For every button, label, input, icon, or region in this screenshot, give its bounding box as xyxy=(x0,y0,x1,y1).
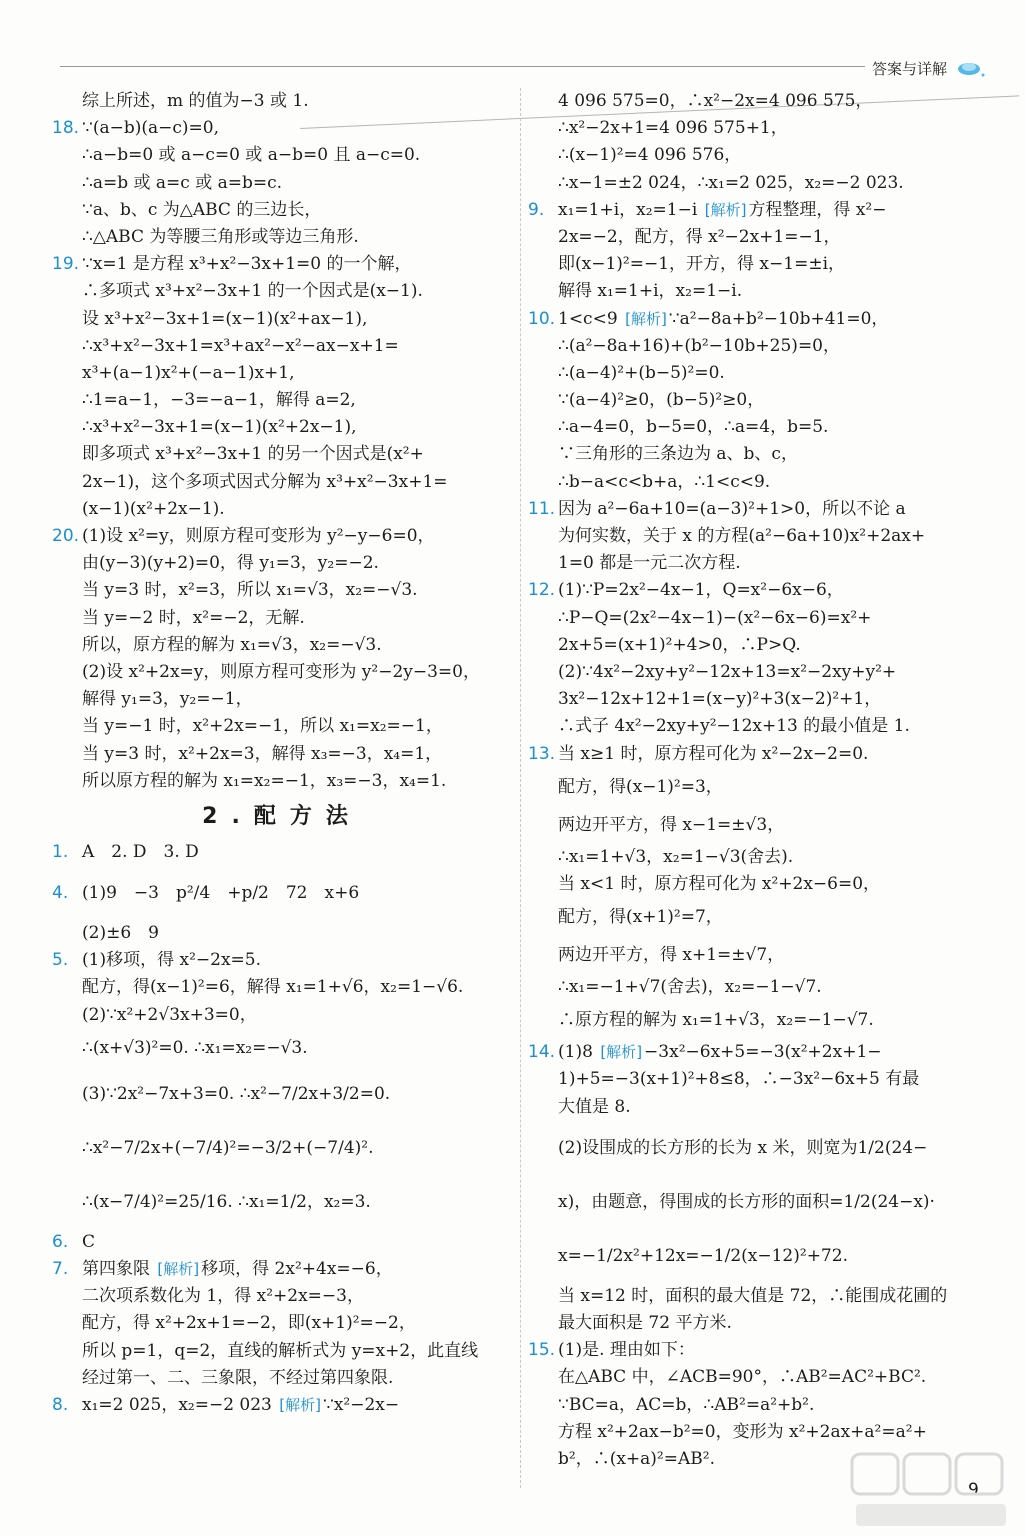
question-number: 14. xyxy=(528,1042,556,1063)
answer-line xyxy=(52,1310,512,1337)
answer-text: (1)9 −3 p²/4 +p/2 72 x+6 xyxy=(82,883,360,904)
answer-text: ∵(a−b)(a−c)=0, xyxy=(82,118,219,139)
answer-line xyxy=(528,333,998,360)
answer-text: ∴(x−1)²=4 096 576， xyxy=(558,145,742,166)
answer-text: 配方，得(x−1)²=3， xyxy=(558,776,723,797)
answer-line xyxy=(528,142,998,169)
answer-line xyxy=(528,1229,998,1283)
question-number: 11. xyxy=(528,498,556,519)
answer-text: 1=0 都是一元二次方程. xyxy=(558,553,741,574)
answer-line xyxy=(52,920,512,947)
answer-text: 两边开平方，得 x+1=±√7， xyxy=(558,945,785,966)
answer-text: ∵(a−4)²≥0，(b−5)²≥0， xyxy=(558,390,765,411)
question-number: 1. xyxy=(52,841,69,862)
answer-line xyxy=(528,1039,998,1066)
answer-line xyxy=(528,360,998,387)
answer-text: 设 x³+x²−3x+1=(x−1)(x²+ax−1), xyxy=(82,308,368,329)
answer-line xyxy=(528,713,998,740)
analysis-text: 方程整理，得 x²− xyxy=(748,199,887,220)
answer-text: 大值是 8. xyxy=(558,1096,631,1117)
answer-line xyxy=(52,866,512,920)
question-number: 20. xyxy=(52,526,80,546)
answer-line xyxy=(52,360,512,387)
answer-line xyxy=(52,1067,512,1121)
answer-line xyxy=(52,1365,512,1392)
answer-line xyxy=(52,1121,512,1175)
analysis-tag: [ 解析 ] xyxy=(703,201,749,219)
header-rule xyxy=(60,66,865,67)
answer-text: (2)±6 9 xyxy=(82,923,159,944)
answer-line xyxy=(52,469,512,496)
answer-text: ∵a、b、c 为△ABC 的三边长， xyxy=(82,199,322,220)
section-title: 2.配方法 xyxy=(202,803,362,829)
answer-line xyxy=(52,414,512,441)
answer-line xyxy=(528,1121,998,1175)
answer-text: ∴式子 4x²−2xy+y²−12x+13 的最小值是 1. xyxy=(558,716,910,737)
answer-line xyxy=(528,1419,998,1446)
answer-text: (1)设 x²=y，则原方程可变形为 y²−y−6=0， xyxy=(82,526,435,546)
answer-text: ∴(x−7/4)²=25/16. ∴x₁=1/2，x₂=3. xyxy=(82,1191,371,1212)
answer-line xyxy=(52,1392,512,1419)
answer-text: ∴原方程的解为 x₁=1+√3，x₂=−1−√7. xyxy=(558,1010,874,1031)
answer-text: ∴(a−4)²+(b−5)²=0. xyxy=(558,362,725,383)
question-number: 18. xyxy=(52,118,80,139)
answer-text: (1)移项，得 x²−2x=5. xyxy=(82,950,261,971)
answer-line xyxy=(52,741,512,768)
answer-line xyxy=(528,974,998,1001)
left-answers-part1 xyxy=(52,88,512,795)
answer-line xyxy=(52,686,512,713)
answer-line xyxy=(528,414,998,441)
answer-line xyxy=(528,550,998,577)
answer-text: 配方，得 x²+2x+1=−2，即(x+1)²=−2， xyxy=(82,1313,416,1334)
answer-line xyxy=(528,659,998,686)
answer-text: 即(x−1)²=−1，开方，得 x−1=±i， xyxy=(558,254,846,275)
answer-line xyxy=(528,170,998,197)
right-answers xyxy=(528,88,998,1473)
answer-text: ∴△ABC 为等腰三角形或等边三角形. xyxy=(82,226,359,247)
answer-line xyxy=(528,1066,998,1093)
answer-text: ∴x₁=1+√3，x₂=1−√3(舍去). xyxy=(558,846,794,867)
answer-text: 所以原方程的解为 x₁=x₂=−1，x₃=−3，x₄=1. xyxy=(82,770,447,791)
answer-line xyxy=(52,713,512,740)
answer-text: 方程 x²+2ax−b²=0，变形为 x²+2ax+a²=a²+ xyxy=(558,1421,927,1442)
question-number: 6. xyxy=(52,1231,69,1252)
answer-text: ∴(x+√3)²=0. ∴x₁=x₂=−√3. xyxy=(82,1037,308,1058)
question-number: 8. xyxy=(52,1394,69,1415)
answer-text: (2)∵x²+2√3x+3=0， xyxy=(82,1004,257,1025)
answer-line xyxy=(528,605,998,632)
answer-text: 当 y=−2 时，x²=−2，无解. xyxy=(82,607,305,628)
answer-text: ∴x³+x²−3x+1=x³+ax²−x²−ax−x+1= xyxy=(82,335,399,356)
question-number: 10. xyxy=(528,308,556,329)
answer-line xyxy=(528,387,998,414)
answer-text: ∴a−4=0，b−5=0，∴a=4，b=5. xyxy=(558,417,829,438)
answer-line xyxy=(528,768,998,806)
answer-line xyxy=(52,441,512,468)
header-title: 答案与详解 xyxy=(872,60,948,78)
answer-line xyxy=(528,306,998,333)
answer-line xyxy=(52,1338,512,1365)
answer-text: 最大面积是 72 平方米. xyxy=(558,1313,732,1333)
answer-line xyxy=(52,632,512,659)
answer-line xyxy=(52,1256,512,1283)
answer-text: (2)设 x²+2x=y，则原方程可变形为 y²−2y−3=0， xyxy=(82,661,480,682)
answer-text: 当 x≥1 时，原方程可化为 x²−2x−2=0. xyxy=(558,743,869,764)
answer-text: ∵BC=a，AC=b，∴AB²=a²+b². xyxy=(558,1394,815,1415)
answer-text: 4 096 575=0，∴x²−2x=4 096 575， xyxy=(558,91,873,111)
answer-text: ∴1=a−1，−3=−a−1，解得 a=2, xyxy=(82,390,356,411)
answer-line xyxy=(52,170,512,197)
answer-line xyxy=(528,251,998,278)
answer-text: x³+(a−1)x²+(−a−1)x+1, xyxy=(82,362,295,383)
answer-line xyxy=(52,142,512,169)
answer-text: 因为 a²−6a+10=(a−3)²+1>0，所以不论 a xyxy=(558,498,906,519)
answer-line xyxy=(528,898,998,936)
answer-line xyxy=(528,1001,998,1039)
answer-line xyxy=(528,806,998,844)
question-number: 13. xyxy=(528,743,556,764)
answer-text: 1)+5=−3(x+1)²+8≤8，∴−3x²−6x+5 有最 xyxy=(558,1069,920,1090)
answer-line xyxy=(528,88,998,115)
answer-text: (2)∵4x²−2xy+y²−12x+13=x²−2xy+y²+ xyxy=(558,661,897,682)
answer-text: b²，∴(x+a)²=AB². xyxy=(558,1448,715,1469)
answer-text: ∵三角形的三条边为 a、b、c， xyxy=(558,444,798,465)
answer-text: 当 y=3 时，x²+2x=3，解得 x₃=−3，x₄=1， xyxy=(82,743,443,764)
answer-text: 当 y=3 时，x²=3，所以 x₁=√3，x₂=−√3. xyxy=(82,580,418,601)
analysis-text: ∵x²−2x− xyxy=(323,1394,400,1415)
answer-line xyxy=(528,936,998,974)
answer-line xyxy=(52,224,512,251)
answer-line xyxy=(528,115,998,142)
answer-line xyxy=(52,333,512,360)
answer-text: 当 x<1 时，原方程可化为 x²+2x−6=0， xyxy=(558,873,881,894)
answer-line xyxy=(52,387,512,414)
right-column xyxy=(528,88,998,1473)
answer-text: ∴x₁=−1+√7(舍去)，x₂=−1−√7. xyxy=(558,977,822,998)
analysis-tag: [ 解析 ] xyxy=(155,1260,201,1278)
question-number: 5. xyxy=(52,950,69,971)
answer-line xyxy=(528,741,998,768)
answer-line xyxy=(52,947,512,974)
answer-line xyxy=(52,251,512,278)
answer-text: x₁=1+i，x₂=1−i xyxy=(558,199,698,220)
answer-line xyxy=(528,496,998,523)
answer-text: 经过第一、二、三象限，不经过第四象限. xyxy=(82,1367,394,1388)
answer-text: 二次项系数化为 1，得 x²+2x=−3， xyxy=(82,1286,364,1307)
answer-text: 解得 y₁=3，y₂=−1， xyxy=(82,689,253,710)
answer-line xyxy=(528,1310,998,1337)
answer-line xyxy=(528,577,998,604)
column-divider xyxy=(520,88,521,1488)
answer-line xyxy=(52,768,512,795)
answer-text: ∴(a²−8a+16)+(b²−10b+25)=0， xyxy=(558,335,841,356)
answer-line xyxy=(52,523,512,550)
answer-line xyxy=(52,278,512,305)
answer-line xyxy=(52,839,512,866)
answer-text: 2x−1)，这个多项式因式分解为 x³+x²−3x+1= xyxy=(82,471,448,492)
answer-line xyxy=(52,306,512,333)
answer-line xyxy=(528,1364,998,1391)
answer-text: 配方，得(x−1)²=6，解得 x₁=1+√6，x₂=1−√6. xyxy=(82,977,464,998)
left-answers-part2 xyxy=(52,839,512,1419)
answer-line xyxy=(528,1337,998,1364)
answer-text: C xyxy=(82,1231,96,1252)
answer-text: (3)∵2x²−7x+3=0. ∴x²−7/2x+3/2=0. xyxy=(82,1083,391,1104)
question-number: 4. xyxy=(52,883,69,904)
answer-text: 2x=−2，配方，得 x²−2x+1=−1， xyxy=(558,226,841,247)
question-number: 7. xyxy=(52,1259,69,1279)
answer-line xyxy=(528,278,998,305)
answer-line xyxy=(52,197,512,224)
answer-text: 第四象限 xyxy=(82,1259,150,1279)
answer-text: ∴x−1=±2 024，∴x₁=2 025，x₂=−2 023. xyxy=(558,172,904,193)
page-number: 9 xyxy=(968,1480,979,1500)
analysis-text: −3x²−6x+5=−3(x²+2x+1− xyxy=(644,1042,882,1063)
answer-line xyxy=(528,844,998,871)
analysis-tag: [ 解析 ] xyxy=(623,310,669,328)
answer-text: 两边开平方，得 x−1=±√3， xyxy=(558,814,785,835)
answer-text: ∴多项式 x³+x²−3x+1 的一个因式是(x−1). xyxy=(82,281,423,302)
answer-text: 即多项式 x³+x²−3x+1 的另一个因式是(x²+ xyxy=(82,444,424,465)
watermark-logo-icon xyxy=(846,1448,1016,1532)
analysis-tag: [ 解析 ] xyxy=(277,1396,323,1414)
answer-line xyxy=(528,1094,998,1121)
header-logo-icon xyxy=(956,58,986,78)
answer-text: x=−1/2x²+12x=−1/2(x−12)²+72. xyxy=(558,1245,848,1266)
answer-line xyxy=(528,197,998,224)
answer-text: ∴x²−2x+1=4 096 575+1， xyxy=(558,118,788,139)
answer-line xyxy=(52,550,512,577)
answer-line xyxy=(528,469,998,496)
answer-text: 综上所述，m 的值为−3 或 1. xyxy=(82,91,309,111)
answer-text: 所以 p=1，q=2，直线的解析式为 y=x+2，此直线 xyxy=(82,1340,479,1361)
answer-text: ∴x³+x²−3x+1=(x−1)(x²+2x−1), xyxy=(82,417,357,438)
answer-line xyxy=(52,659,512,686)
answer-text: (x−1)(x²+2x−1). xyxy=(82,498,225,519)
answer-line xyxy=(52,1002,512,1029)
answer-line xyxy=(528,1283,998,1310)
answer-line xyxy=(52,605,512,632)
answer-text: 由(y−3)(y+2)=0，得 y₁=3，y₂=−2. xyxy=(82,553,379,574)
answer-text: 当 x=12 时，面积的最大值是 72，∴能围成花圃的 xyxy=(558,1285,948,1306)
answer-text: 为何实数，关于 x 的方程(a²−6a+10)x²+2ax+ xyxy=(558,526,926,546)
answer-line xyxy=(52,496,512,523)
answer-line xyxy=(52,1283,512,1310)
answer-text: x)，由题意，得围成的长方形的面积=1/2(24−x)· xyxy=(558,1191,935,1212)
answer-text: (1)8 xyxy=(558,1042,593,1063)
question-number: 12. xyxy=(528,580,556,601)
answer-line xyxy=(52,88,512,115)
answer-text: ∴a−b=0 或 a−c=0 或 a−b=0 且 a−c=0. xyxy=(82,145,421,166)
answer-line xyxy=(52,577,512,604)
answer-text: 1<c<9 xyxy=(558,308,618,329)
answer-line xyxy=(528,441,998,468)
analysis-tag: [ 解析 ] xyxy=(598,1043,644,1061)
answer-line xyxy=(528,1175,998,1229)
answer-text: 2x+5=(x+1)²+4>0，∴P>Q. xyxy=(558,634,801,655)
answer-line xyxy=(528,686,998,713)
left-column xyxy=(52,88,512,1419)
answer-text: ∴b−a<c<b+a，∴1<c<9. xyxy=(558,471,771,492)
answer-line xyxy=(528,632,998,659)
answer-text: ∵x=1 是方程 x³+x²−3x+1=0 的一个解， xyxy=(82,254,412,275)
answer-line xyxy=(52,974,512,1001)
answer-line xyxy=(528,1392,998,1419)
answer-line xyxy=(52,1175,512,1229)
answer-text: ∴P−Q=(2x²−4x−1)−(x²−6x−6)=x²+ xyxy=(558,607,872,628)
answer-text: (1)是. 理由如下： xyxy=(558,1340,695,1361)
answer-line xyxy=(528,871,998,898)
answer-text: ∴x²−7/2x+(−7/4)²=−3/2+(−7/4)². xyxy=(82,1137,374,1158)
question-number: 15. xyxy=(528,1340,556,1361)
answer-text: 3x²−12x+12+1=(x−y)²+3(x−2)²+1， xyxy=(558,689,882,710)
answer-text: 在△ABC 中，∠ACB=90°，∴AB²=AC²+BC². xyxy=(558,1367,927,1388)
answer-text: ∴a=b 或 a=c 或 a=b=c. xyxy=(82,172,283,193)
answer-text: 配方，得(x+1)²=7， xyxy=(558,907,723,928)
answer-line xyxy=(528,523,998,550)
answer-text: 所以，原方程的解为 x₁=√3，x₂=−√3. xyxy=(82,634,382,655)
answer-line xyxy=(528,224,998,251)
answer-text: x₁=2 025，x₂=−2 023 xyxy=(82,1394,272,1415)
answer-line xyxy=(52,1029,512,1067)
answer-text: 当 y=−1 时，x²+2x=−1，所以 x₁=x₂=−1， xyxy=(82,716,443,737)
answer-text: 解得 x₁=1+i，x₂=1−i. xyxy=(558,281,743,302)
analysis-text: 移项，得 2x²+4x=−6， xyxy=(201,1259,393,1279)
question-number: 9. xyxy=(528,199,545,220)
answer-text: (1)∵P=2x²−4x−1，Q=x²−6x−6， xyxy=(558,580,844,601)
answer-line xyxy=(52,115,512,142)
answer-text: A 2. D 3. D xyxy=(82,841,199,862)
answer-line xyxy=(52,1229,512,1256)
question-number: 19. xyxy=(52,254,80,275)
answer-text: (2)设围成的长方形的长为 x 米，则宽为1/2(24− xyxy=(558,1137,928,1158)
analysis-text: ∵a²−8a+b²−10b+41=0， xyxy=(668,308,889,329)
